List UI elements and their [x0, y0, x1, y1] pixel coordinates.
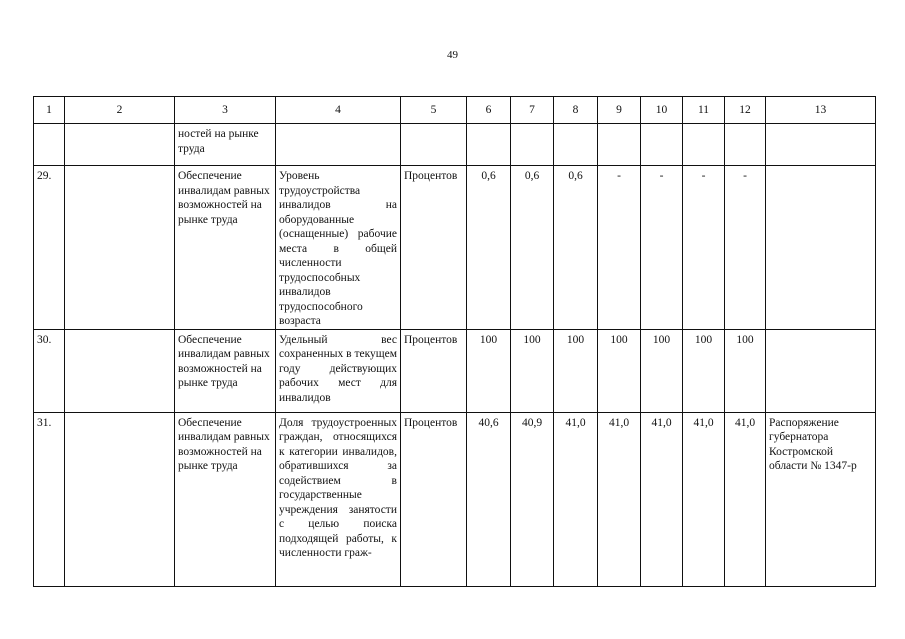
- column-header: 1: [34, 97, 65, 124]
- table-row-continuation: [34, 124, 876, 166]
- cell-empty: [65, 124, 175, 166]
- cell-row-number: 29.: [34, 166, 65, 330]
- column-header: 2: [65, 97, 175, 124]
- cell-goal: Обеспечение инвалидам равных возможностей на рынке труда: [175, 329, 276, 412]
- cell-indicator: Уровень трудоустройства инвалидов на оборудованные (оснащенные) рабочие места в общей численности трудоспособных инвалидов трудоспособного возраста: [276, 166, 401, 330]
- table-row: [34, 329, 876, 412]
- cell-col2: [65, 329, 175, 412]
- cell-value-9: -: [598, 166, 641, 330]
- cell-empty: [641, 124, 683, 166]
- cell-value-11: 41,0: [683, 412, 725, 586]
- cell-unit: Процентов: [401, 329, 467, 412]
- cell-value-9: 100: [598, 329, 641, 412]
- cell-col2: [65, 412, 175, 586]
- column-header: 5: [401, 97, 467, 124]
- cell-note: Распоряжение губернатора Костромской области № 1347-р: [766, 412, 876, 586]
- column-header: 11: [683, 97, 725, 124]
- cell-empty: [276, 124, 401, 166]
- cell-value-8: 100: [554, 329, 598, 412]
- cell-unit: Процентов: [401, 166, 467, 330]
- cell-goal: Обеспечение инвалидам равных возможностей на рынке труда: [175, 412, 276, 586]
- cell-value-10: 100: [641, 329, 683, 412]
- cell-empty: [511, 124, 554, 166]
- cell-value-10: -: [641, 166, 683, 330]
- cell-value-6: 0,6: [467, 166, 511, 330]
- cell-value-8: 41,0: [554, 412, 598, 586]
- cell-empty: [34, 124, 65, 166]
- cell-empty: [401, 124, 467, 166]
- cell-value-7: 40,9: [511, 412, 554, 586]
- table-row: [34, 412, 876, 586]
- cell-unit: Процентов: [401, 412, 467, 586]
- cell-indicator: Доля трудоустроенных граждан, относящихся к категории инвалидов, обратившихся за содействием в государственные учреждения занятости с целью поиска подходящей работы, к численности граж-: [276, 412, 401, 586]
- cell-empty: [598, 124, 641, 166]
- cell-empty: [766, 124, 876, 166]
- cell-col2: [65, 166, 175, 330]
- cell-value-12: 100: [725, 329, 766, 412]
- column-header: 12: [725, 97, 766, 124]
- column-header: 6: [467, 97, 511, 124]
- column-header: 13: [766, 97, 876, 124]
- cell-goal: ностей на рынке труда: [175, 124, 276, 166]
- cell-empty: [467, 124, 511, 166]
- cell-empty: [683, 124, 725, 166]
- cell-row-number: 30.: [34, 329, 65, 412]
- cell-value-8: 0,6: [554, 166, 598, 330]
- cell-value-12: -: [725, 166, 766, 330]
- column-header: 8: [554, 97, 598, 124]
- cell-row-number: 31.: [34, 412, 65, 586]
- cell-value-9: 41,0: [598, 412, 641, 586]
- column-header: 3: [175, 97, 276, 124]
- column-header: 9: [598, 97, 641, 124]
- column-header: 4: [276, 97, 401, 124]
- cell-value-7: 100: [511, 329, 554, 412]
- cell-value-11: -: [683, 166, 725, 330]
- cell-indicator: Удельный вес сохраненных в текущем году действующих рабочих мест для инвалидов: [276, 329, 401, 412]
- cell-note: [766, 329, 876, 412]
- cell-note: [766, 166, 876, 330]
- cell-value-11: 100: [683, 329, 725, 412]
- table-header-row: [34, 97, 876, 124]
- data-table: [33, 96, 876, 587]
- column-header: 10: [641, 97, 683, 124]
- cell-goal: Обеспечение инвалидам равных возможностей на рынке труда: [175, 166, 276, 330]
- cell-value-12: 41,0: [725, 412, 766, 586]
- page-number: 49: [447, 49, 458, 61]
- cell-value-6: 40,6: [467, 412, 511, 586]
- cell-value-6: 100: [467, 329, 511, 412]
- cell-empty: [725, 124, 766, 166]
- cell-value-10: 41,0: [641, 412, 683, 586]
- cell-empty: [554, 124, 598, 166]
- column-header: 7: [511, 97, 554, 124]
- cell-value-7: 0,6: [511, 166, 554, 330]
- table-row: [34, 166, 876, 330]
